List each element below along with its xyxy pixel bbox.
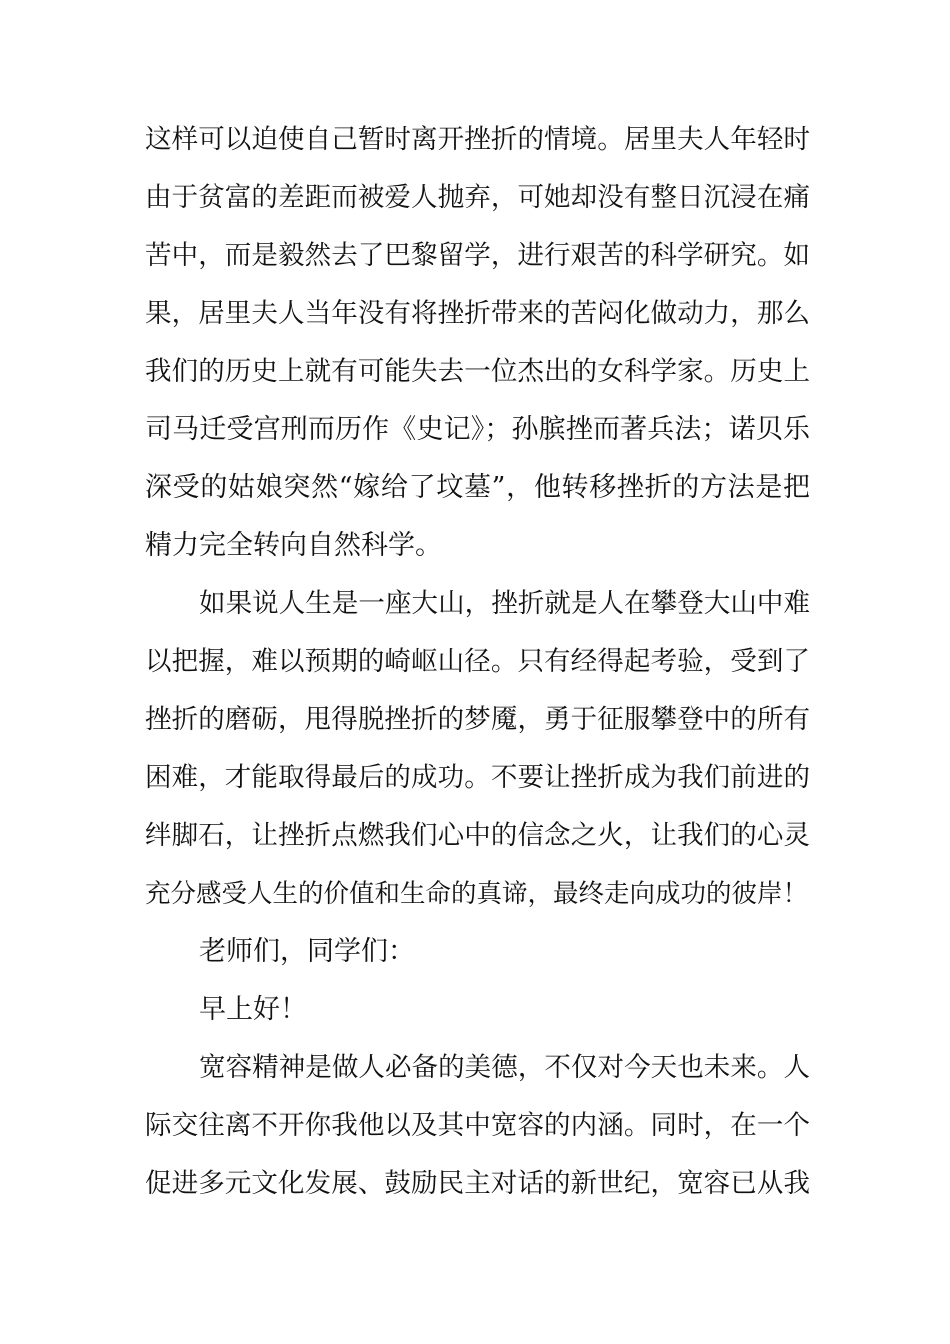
paragraph-1-line-2: 由于贫富的差距而被爱人抛弃，可她却没有整日沉浸在痛 [145,182,810,213]
paragraph-1-line-1: 这样可以迫使自己暂时离开挫折的情境。居里夫人年轻时 [145,124,810,155]
paragraph-3-line-3: 促进多元文化发展、鼓励民主对话的新世纪，宽容已从我 [145,1168,810,1199]
paragraph-1-line-5: 我们的历史上就有可能失去一位杰出的女科学家。历史上 [145,356,810,387]
paragraph-2-line-3: 挫折的磨砺，甩得脱挫折的梦魇，勇于征服攀登中的所有 [145,704,810,735]
paragraph-1-line-4: 果，居里夫人当年没有将挫折带来的苦闷化做动力，那么 [145,298,810,329]
paragraph-2-line-5: 绊脚石，让挫折点燃我们心中的信念之火，让我们的心灵 [145,820,810,851]
paragraph-2-line-2: 以把握，难以预期的崎岖山径。只有经得起考验，受到了 [145,646,810,677]
paragraph-1-line-7: 深受的姑娘突然“嫁给了坟墓”，他转移挫折的方法是把 [145,472,810,503]
paragraph-1-line-3: 苦中，而是毅然去了巴黎留学，进行艰苦的科学研究。如 [145,240,810,271]
paragraph-1-line-6: 司马迁受宫刑而历作《史记》；孙膑挫而著兵法；诺贝乐 [145,414,810,445]
paragraph-2-line-1: 如果说人生是一座大山，挫折就是人在攀登大山中难 [199,588,810,619]
paragraph-1-line-8: 精力完全转向自然科学。 [145,530,442,561]
greeting-line: 早上好！ [199,994,307,1025]
paragraph-2-line-4: 困难，才能取得最后的成功。不要让挫折成为我们前进的 [145,762,810,793]
paragraph-3-line-2: 际交往离不开你我他以及其中宽容的内涵。同时，在一个 [145,1110,810,1141]
paragraph-3-line-1: 宽容精神是做人必备的美德，不仅对今天也未来。人 [199,1052,810,1083]
salutation-line: 老师们，同学们： [199,936,415,967]
paragraph-2-line-6: 充分感受人生的价值和生命的真谛，最终走向成功的彼岸！ [145,879,809,909]
